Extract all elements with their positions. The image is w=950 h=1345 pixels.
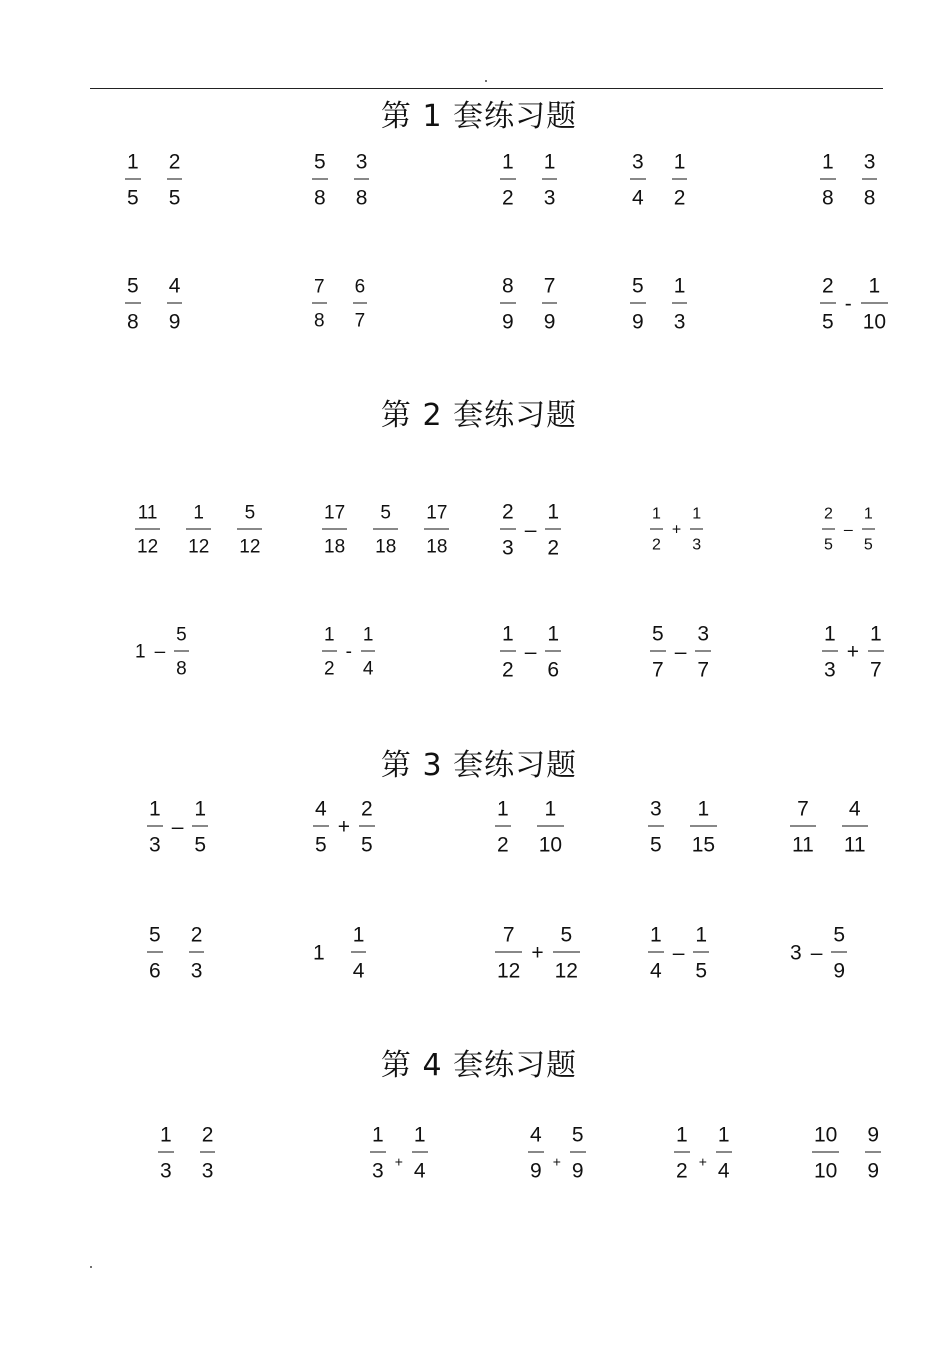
exercise-expression: [630, 276, 687, 333]
exercise-expression: [322, 626, 375, 679]
fraction: [674, 1125, 690, 1182]
fraction-denominator: 4: [650, 959, 662, 983]
fraction-numerator: 5: [176, 624, 187, 646]
operator-sign: –: [524, 640, 537, 664]
fraction-numerator: 1: [650, 923, 662, 947]
fraction-numerator: 1: [824, 622, 836, 646]
fraction: [831, 925, 847, 982]
fraction-numerator: 1: [127, 150, 139, 174]
fraction: [790, 799, 816, 856]
set-4-title: 第 4 套练习题: [380, 1048, 578, 1083]
fraction-denominator: 9: [632, 310, 644, 334]
operator-sign: –: [843, 521, 853, 538]
fraction-denominator: 2: [676, 1159, 688, 1183]
fraction-numerator: 1: [413, 1123, 426, 1147]
fraction: [495, 925, 522, 982]
fraction-numerator: 1: [497, 797, 509, 821]
fraction-denominator: 2: [652, 536, 661, 554]
exercise-expression: [500, 502, 561, 559]
fraction-numerator: 5: [244, 502, 256, 524]
fraction-numerator: 1: [193, 502, 204, 524]
fraction-denominator: 12: [554, 959, 578, 983]
exercise-expression: [500, 276, 557, 333]
fraction-numerator: 7: [502, 923, 515, 947]
fraction: [135, 504, 160, 557]
fraction-numerator: 1: [547, 622, 560, 646]
exercise-expression: [147, 925, 204, 982]
fraction: [500, 276, 516, 333]
fraction-numerator: 1: [697, 797, 710, 821]
fraction-numerator: 1: [822, 150, 834, 174]
fraction-numerator: 7: [797, 797, 809, 821]
operator-sign: –: [524, 518, 537, 542]
fraction-numerator: 1: [324, 624, 335, 646]
fraction-numerator: 5: [149, 923, 161, 947]
exercise-expression: [674, 1125, 732, 1182]
whole-number: 3: [790, 941, 802, 965]
fraction: [690, 507, 703, 554]
exercise-expression: [135, 504, 262, 557]
exercise-expression: [790, 925, 847, 982]
fraction: [125, 152, 141, 209]
fraction-numerator: 3: [355, 150, 368, 174]
fraction-numerator: 1: [695, 923, 708, 947]
fraction-numerator: 2: [502, 500, 514, 524]
fraction: [424, 504, 449, 557]
fraction-denominator: 5: [168, 186, 181, 210]
exercise-expression: [500, 152, 557, 209]
fraction-denominator: 8: [314, 310, 325, 332]
fraction-denominator: 15: [691, 833, 716, 857]
fraction: [370, 1125, 386, 1182]
fraction: [820, 276, 836, 333]
fraction: [545, 502, 561, 559]
fraction-denominator: 5: [822, 310, 834, 334]
fraction-denominator: 3: [201, 1159, 214, 1183]
exercise-expression: [650, 624, 711, 681]
fraction-numerator: 1: [869, 622, 882, 646]
fraction-denominator: 8: [314, 186, 326, 210]
fraction-denominator: 3: [673, 310, 686, 334]
fraction: [147, 799, 163, 856]
fraction: [650, 507, 663, 554]
set-2-title: 第 2 套练习题: [380, 398, 578, 433]
fraction-denominator: 4: [362, 658, 374, 680]
exercise-expression: [495, 799, 564, 856]
fraction-numerator: 5: [560, 923, 573, 947]
header-rule: [90, 88, 883, 89]
fraction: [822, 624, 838, 681]
fraction-denominator: 2: [673, 186, 686, 210]
exercise-expression: [312, 278, 367, 331]
fraction-denominator: 12: [137, 536, 159, 558]
fraction: [650, 624, 666, 681]
fraction-denominator: 5: [824, 536, 833, 554]
fraction-denominator: 6: [547, 658, 560, 682]
fraction: [174, 626, 189, 679]
fraction: [648, 925, 664, 982]
operator-sign: +: [846, 640, 859, 664]
set-1-title: 第 1 套练习题: [380, 99, 578, 134]
exercise-expression: [495, 925, 580, 982]
fraction-numerator: 1: [692, 505, 702, 523]
fraction-denominator: 2: [547, 536, 560, 560]
fraction: [716, 1125, 732, 1182]
fraction-denominator: 2: [502, 658, 514, 682]
operator-sign: +: [394, 1153, 403, 1169]
operator-sign: –: [154, 641, 166, 663]
fraction: [695, 624, 711, 681]
fraction-numerator: 10: [814, 1123, 838, 1147]
fraction-denominator: 10: [538, 833, 563, 857]
exercise-expression: [822, 507, 875, 554]
fraction-denominator: 11: [843, 833, 866, 857]
fraction-numerator: 1: [863, 505, 873, 523]
exercise-expression: [313, 799, 375, 856]
fraction-denominator: 9: [168, 310, 181, 334]
operator-sign: –: [672, 941, 685, 965]
fraction: [361, 626, 376, 679]
operator-sign: –: [810, 941, 823, 965]
fraction-denominator: 5: [315, 833, 327, 857]
fraction-denominator: 10: [814, 1159, 838, 1183]
fraction: [322, 504, 347, 557]
fraction-denominator: 7: [652, 658, 664, 682]
fraction: [373, 504, 398, 557]
fraction-denominator: 3: [160, 1159, 172, 1183]
fraction-numerator: 17: [324, 502, 346, 524]
fraction: [412, 1125, 428, 1182]
fraction-numerator: 5: [127, 274, 139, 298]
exercise-expression: [322, 504, 449, 557]
fraction: [189, 925, 205, 982]
fraction-numerator: 4: [168, 274, 181, 298]
fraction-numerator: 4: [315, 797, 327, 821]
operator-sign: -: [844, 292, 852, 316]
fraction: [158, 1125, 174, 1182]
fraction-numerator: 2: [360, 797, 373, 821]
fraction-denominator: 12: [497, 959, 521, 983]
fraction-numerator: 1: [673, 274, 686, 298]
fraction-denominator: 7: [697, 658, 710, 682]
exercise-expression: [790, 799, 868, 856]
fraction-denominator: 3: [824, 658, 836, 682]
fraction-denominator: 8: [822, 186, 834, 210]
fraction-numerator: 1: [502, 150, 514, 174]
fraction-denominator: 5: [695, 959, 708, 983]
exercise-expression: [648, 925, 709, 982]
fraction-denominator: 3: [692, 536, 702, 554]
whole-number: 1: [135, 641, 146, 663]
operator-sign: –: [171, 815, 184, 839]
fraction: [167, 276, 183, 333]
fraction-denominator: 5: [194, 833, 207, 857]
fraction-numerator: 11: [137, 502, 158, 524]
fraction-denominator: 7: [354, 310, 366, 332]
top-dot-mark: [485, 80, 487, 82]
fraction-denominator: 18: [426, 536, 448, 558]
fraction: [672, 152, 688, 209]
fraction-numerator: 1: [543, 150, 556, 174]
fraction-denominator: 4: [632, 186, 644, 210]
fraction-numerator: 1: [652, 505, 661, 523]
operator-sign: -: [345, 641, 352, 663]
exercise-expression: [500, 624, 561, 681]
fraction-denominator: 5: [863, 536, 873, 554]
fraction: [351, 925, 367, 982]
fraction: [186, 504, 211, 557]
fraction-denominator: 8: [176, 658, 187, 680]
fraction-numerator: 1: [717, 1123, 730, 1147]
operator-sign: +: [337, 815, 350, 839]
fraction: [359, 799, 375, 856]
fraction: [537, 799, 564, 856]
fraction-numerator: 5: [314, 150, 326, 174]
exercise-expression: [812, 1125, 881, 1182]
fraction-numerator: 1: [547, 500, 560, 524]
exercise-expression: [125, 276, 182, 333]
fraction-numerator: 1: [194, 797, 207, 821]
fraction: [868, 624, 884, 681]
fraction-denominator: 9: [502, 310, 514, 334]
fraction-denominator: 5: [360, 833, 373, 857]
fraction-denominator: 10: [862, 310, 887, 334]
fraction-numerator: 2: [190, 923, 203, 947]
fraction-numerator: 5: [833, 923, 846, 947]
fraction: [354, 152, 370, 209]
fraction: [542, 152, 558, 209]
fraction: [167, 152, 183, 209]
fraction-denominator: 18: [375, 536, 397, 558]
fraction: [500, 624, 516, 681]
fraction: [690, 799, 717, 856]
fraction-numerator: 1: [676, 1123, 688, 1147]
fraction-numerator: 5: [632, 274, 644, 298]
fraction: [322, 626, 337, 679]
fraction-numerator: 2: [201, 1123, 214, 1147]
fraction-numerator: 1: [673, 150, 686, 174]
fraction-denominator: 8: [355, 186, 368, 210]
fraction-denominator: 5: [650, 833, 662, 857]
bottom-dot-mark: [90, 1266, 92, 1268]
exercise-expression: [820, 152, 877, 209]
fraction-numerator: 17: [426, 502, 448, 524]
exercise-expression: [313, 925, 366, 982]
fraction-denominator: 2: [324, 658, 335, 680]
fraction: [865, 1125, 881, 1182]
fraction-numerator: 2: [822, 274, 834, 298]
operator-sign: +: [698, 1153, 707, 1169]
fraction-numerator: 4: [530, 1123, 542, 1147]
exercise-expression: [822, 624, 884, 681]
fraction-numerator: 2: [168, 150, 181, 174]
fraction-denominator: 3: [149, 833, 161, 857]
fraction-denominator: 3: [190, 959, 203, 983]
whole-number: 1: [313, 941, 325, 965]
fraction: [495, 799, 511, 856]
fraction-denominator: 3: [372, 1159, 384, 1183]
fraction-numerator: 1: [362, 624, 374, 646]
fraction: [312, 152, 328, 209]
exercise-expression: [648, 799, 717, 856]
fraction: [353, 278, 368, 331]
fraction-denominator: 8: [127, 310, 139, 334]
fraction-numerator: 1: [544, 797, 557, 821]
fraction: [313, 799, 329, 856]
exercise-expression: [158, 1125, 215, 1182]
fraction: [630, 152, 646, 209]
fraction: [200, 1125, 216, 1182]
fraction-denominator: 11: [792, 833, 814, 857]
exercise-expression: [370, 1125, 428, 1182]
exercise-expression: [135, 626, 189, 679]
exercise-expression: [630, 152, 687, 209]
fraction: [237, 504, 262, 557]
fraction-numerator: 5: [652, 622, 664, 646]
fraction-numerator: 1: [352, 923, 365, 947]
fraction-denominator: 3: [543, 186, 556, 210]
exercise-expression: [650, 507, 703, 554]
operator-sign: –: [674, 640, 687, 664]
exercise-expression: [125, 152, 182, 209]
fraction-numerator: 5: [380, 502, 391, 524]
exercise-expression: [820, 276, 888, 333]
set-3-title: 第 3 套练习题: [380, 748, 578, 783]
fraction-numerator: 1: [372, 1123, 384, 1147]
fraction-denominator: 8: [863, 186, 876, 210]
exercise-expression: [312, 152, 369, 209]
fraction-denominator: 9: [867, 1159, 880, 1183]
fraction-denominator: 9: [833, 959, 846, 983]
fraction: [570, 1125, 586, 1182]
fraction-numerator: 3: [632, 150, 644, 174]
fraction: [648, 799, 664, 856]
fraction: [500, 502, 516, 559]
fraction: [630, 276, 646, 333]
fraction-numerator: 3: [650, 797, 662, 821]
fraction-denominator: 12: [239, 536, 261, 558]
fraction: [312, 278, 327, 331]
fraction-denominator: 18: [324, 536, 346, 558]
fraction: [192, 799, 208, 856]
fraction-numerator: 1: [160, 1123, 172, 1147]
fraction-denominator: 2: [502, 186, 514, 210]
operator-sign: +: [531, 941, 544, 965]
fraction: [528, 1125, 544, 1182]
fraction-numerator: 7: [314, 276, 325, 298]
fraction-numerator: 4: [848, 797, 861, 821]
fraction-denominator: 6: [149, 959, 161, 983]
fraction-denominator: 9: [571, 1159, 584, 1183]
fraction-numerator: 5: [571, 1123, 584, 1147]
fraction-denominator: 2: [497, 833, 509, 857]
fraction: [862, 152, 878, 209]
fraction-denominator: 3: [502, 536, 514, 560]
fraction: [147, 925, 163, 982]
fraction-denominator: 9: [543, 310, 556, 334]
fraction-numerator: 7: [543, 274, 556, 298]
fraction-numerator: 1: [502, 622, 514, 646]
fraction: [861, 276, 888, 333]
fraction: [545, 624, 561, 681]
fraction-numerator: 9: [867, 1123, 880, 1147]
fraction-denominator: 4: [717, 1159, 730, 1183]
fraction-numerator: 2: [824, 505, 833, 523]
fraction: [500, 152, 516, 209]
fraction: [553, 925, 580, 982]
fraction-denominator: 4: [352, 959, 365, 983]
fraction: [820, 152, 836, 209]
fraction-denominator: 7: [869, 658, 882, 682]
fraction: [822, 507, 835, 554]
fraction-numerator: 6: [354, 276, 366, 298]
fraction: [542, 276, 558, 333]
fraction-numerator: 3: [863, 150, 876, 174]
fraction: [842, 799, 868, 856]
fraction-numerator: 8: [502, 274, 514, 298]
fraction-numerator: 1: [868, 274, 881, 298]
exercise-expression: [147, 799, 208, 856]
operator-sign: +: [671, 521, 682, 538]
fraction: [672, 276, 688, 333]
fraction: [812, 1125, 839, 1182]
fraction-denominator: 9: [530, 1159, 542, 1183]
fraction: [125, 276, 141, 333]
operator-sign: +: [552, 1153, 561, 1169]
exercise-expression: [528, 1125, 586, 1182]
fraction-denominator: 5: [127, 186, 139, 210]
fraction-numerator: 1: [149, 797, 161, 821]
fraction: [693, 925, 709, 982]
fraction-denominator: 4: [413, 1159, 426, 1183]
fraction-numerator: 3: [697, 622, 710, 646]
fraction-denominator: 12: [188, 536, 210, 558]
fraction: [862, 507, 875, 554]
